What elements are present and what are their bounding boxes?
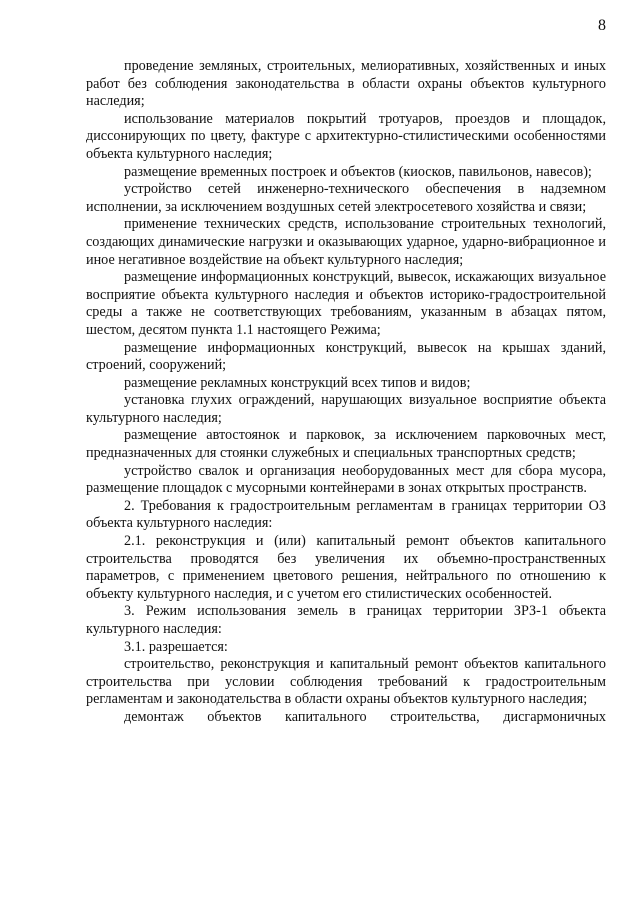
section-heading: 3. Режим использования земель в границах территории ЗРЗ-1 объекта культурного наследия: <box>86 603 606 637</box>
paragraph: устройство сетей инженерно-технического обеспечения в надземном исполнении, за исключением воздушных сетей электросетевого хозяйства и связи; <box>86 181 606 215</box>
page-number: 8 <box>598 17 606 34</box>
paragraph: применение технических средств, использование строительных технологий, создающих динамические нагрузки и оказывающих ударное, ударно-вибрационное и иное негативное воздействие на объект культурного наследия; <box>86 216 606 268</box>
paragraph: строительство, реконструкция и капитальный ремонт объектов капитального строительства при условии соблюдения требований к градостроительным регламентам и законодательства в области охраны объектов культурного наследия; <box>86 656 606 708</box>
paragraph: размещение информационных конструкций, вывесок на крышах зданий, строений, сооружений; <box>86 339 606 374</box>
paragraph: размещение временных построек и объектов (киосков, павильонов, навесов); <box>124 163 592 180</box>
paragraph: демонтаж объектов капитального строительства, дисгармоничных <box>124 708 606 725</box>
paragraph: размещение информационных конструкций, вывесок, искажающих визуальное восприятие объекта культурного наследия и объектов историко-градостроительной среды а также не соответствующих требованиям, указанным в абзацах пятом, шестом, десятом пункта 1.1 настоящего Режима; <box>86 269 606 338</box>
subsection-heading: 3.1. разрешается: <box>124 638 228 655</box>
paragraph: устройство свалок и организация необорудованных мест для сбора мусора, размещение площадок с мусорными контейнерами в зонах открытых пространств. <box>86 462 606 497</box>
document-body <box>86 58 606 727</box>
paragraph: размещение рекламных конструкций всех типов и видов; <box>124 374 471 391</box>
paragraph: установка глухих ограждений, нарушающих визуальное восприятие объекта культурного наследия; <box>86 392 606 426</box>
paragraph: проведение земляных, строительных, мелиоративных, хозяйственных и иных работ без соблюдения законодательства в области охраны объектов культурного наследия; <box>86 58 606 110</box>
paragraph: 2.1. реконструкция и (или) капитальный ремонт объектов капитального строительства проводятся без увеличения их объемно-пространственных параметров, с применением цветового решения, нейтрального по отношению к объекту культурного наследия, и с учетом его стилистических особенностей. <box>86 533 606 602</box>
section-heading: 2. Требования к градостроительным регламентам в границах территории ОЗ объекта культурного наследия: <box>86 497 606 532</box>
paragraph: использование материалов покрытий тротуаров, проездов и площадок, диссонирующих по цвету, фактуре с архитектурно-стилистическими особенностями объекта культурного наследия; <box>86 110 606 162</box>
paragraph: размещение автостоянок и парковок, за исключением парковочных мест, предназначенных для стоянки служебных и специальных транспортных средств; <box>86 427 606 462</box>
